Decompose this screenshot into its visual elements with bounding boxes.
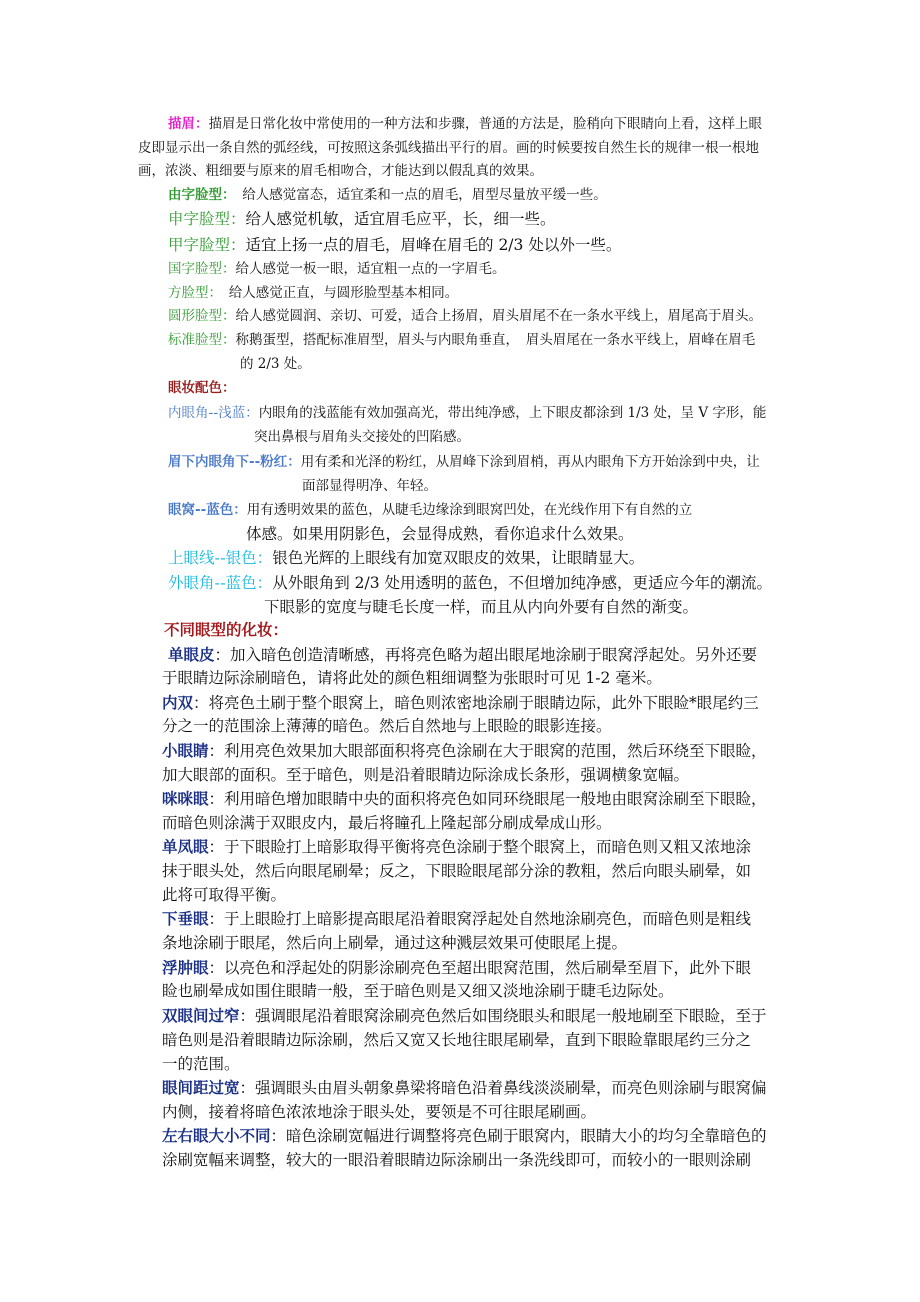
eye-shape-text: ：以亮色和浮起处的阴影涂刷亮色至超出眼窝范围，然后刷晕至眉下，此外下眼 — [208, 959, 752, 977]
eye-color-label: 眼窝--蓝色： — [168, 502, 247, 518]
face-type-text: 给人感觉圆润、亲切、可爱，适合上扬眉，眉头眉尾不在一条水平线上，眉尾高于眉头。 — [235, 308, 762, 324]
eye-color-item — [168, 572, 772, 594]
eye-color-label: 眉下内眼角下--粉红： — [168, 454, 301, 470]
eye-color-item — [168, 547, 644, 569]
eye-color-text: 从外眼角到 2/3 处用透明的蓝色，不但增加纯净感，更适应今年的潮流。 — [272, 574, 772, 592]
face-type-text: 给人感觉一板一眼，适宜粗一点的一字眉毛。 — [235, 261, 506, 277]
eye-shape-line: 内侧，接着将暗色浓浓地涂于眼头处，要领是不可往眼尾刷画。 — [162, 1103, 597, 1121]
eye-shape-item — [162, 1125, 767, 1147]
eye-shape-line: 此将可取得平衡。 — [162, 886, 287, 904]
miaomei-line-3: 画，浓淡、粗细要与原来的眉毛相吻合，才能达到以假乱真的效果。 — [138, 163, 543, 179]
eye-color-continuation: 突出鼻根与眉角头交接处的凹陷感。 — [254, 429, 470, 445]
eye-shape-item — [162, 692, 759, 714]
face-type-text: 给人感觉机敏，适宜眉毛应平，长，细一些。 — [245, 210, 556, 228]
face-type-label: 国字脸型： — [168, 261, 236, 277]
eye-shape-line: 睑也刷晕成如围住眼睛一般，至于暗色则是又细又淡地涂刷于睫毛边际处。 — [162, 982, 674, 1000]
eye-color-item — [168, 500, 692, 520]
eye-color-label: 内眼角--浅蓝： — [168, 405, 259, 421]
eye-color-text: 用有透明效果的蓝色，从睫毛边缘涂到眼窝凹处，在光线作用下有自然的立 — [246, 502, 693, 518]
eye-color-label: 外眼角--蓝色： — [168, 574, 273, 592]
eye-shape-label: 左右眼大小不同 — [162, 1127, 271, 1145]
eye-color-label: 上眼线--银色： — [168, 549, 273, 567]
miaomei-text-1: 描眉是日常化妆中常使用的一种方法和步骤，普通的方法是，脸稍向下眼睛向上看，这样上眼 — [208, 116, 762, 132]
eye-shape-label: 小眼睛 — [162, 742, 209, 760]
face-type-label: 甲字脸型： — [168, 236, 246, 254]
face-type-continuation: 的 2/3 处。 — [240, 356, 311, 372]
eye-color-text: 用有柔和光泽的粉红，从眉峰下涂到眉梢，再从内眼角下方开始涂到中央，让 — [300, 454, 760, 470]
eye-shape-item — [162, 908, 751, 930]
eye-shape-item — [162, 836, 751, 858]
eye-shape-label: 浮肿眼 — [162, 959, 209, 977]
eye-shape-text: ：于上眼睑打上暗影提高眼尾沿着眼窝浮起处自然地涂刷亮色，而暗色则是粗线 — [208, 910, 752, 928]
eye-shape-line: 加大眼部的面积。至于暗色，则是沿着眼睛边际涂成长条形，强调横象宽幅。 — [162, 766, 690, 784]
face-type-label: 方脸型： — [168, 285, 216, 301]
eye-color-text: 内眼角的浅蓝能有效加强高光，带出纯净感，上下眼皮都涂到 1/3 处，呈 V 字形，能 — [258, 405, 767, 421]
eye-color-item — [168, 452, 760, 472]
eye-shape-text: ：利用暗色增加眼睛中央的面积将亮色如同环绕眼尾一般地由眼窝涂刷至下眼睑， — [208, 790, 767, 808]
eye-shape-text: ：于下眼睑打上暗影取得平衡将亮色涂刷于整个眼窝上，而暗色则又粗又浓地涂 — [208, 838, 752, 856]
eye-shape-text: ：暗色涂刷宽幅进行调整将亮色刷于眼窝内，眼睛大小的均匀全靠暗色的 — [270, 1127, 767, 1145]
eye-shape-item — [162, 740, 767, 762]
face-type-row — [168, 185, 607, 205]
eye-shape-label: 眼间距过宽 — [162, 1079, 240, 1097]
eye-shape-text: ：将亮色土刷于整个眼窝上，暗色则浓密地涂刷于眼睛边际，此外下眼睑*眼尾约三 — [193, 694, 759, 712]
face-type-row — [168, 208, 556, 230]
face-type-label: 标准脸型： — [168, 332, 236, 348]
eye-shape-line: 分之一的范围涂上薄薄的暗色。然后自然地与上眼睑的眼影连接。 — [162, 717, 612, 735]
eye-shapes-heading: 不同眼型的化妆： — [164, 621, 289, 639]
eye-color-text: 银色光辉的上眼线有加宽双眼皮的效果，让眼睛显大。 — [272, 549, 645, 567]
eye-shape-label: 单眼皮 — [168, 646, 215, 664]
miaomei-label: 描眉： — [168, 116, 209, 132]
eye-shape-line: 一的范围。 — [162, 1055, 240, 1073]
eye-shape-label: 双眼间过窄 — [162, 1007, 240, 1025]
eye-shape-label: 内双 — [162, 694, 194, 712]
eye-shape-line: 涂刷宽幅来调整，较大的一眼沿着眼睛边际涂刷出一条洗线即可，而较小的一眼则涂刷 — [162, 1151, 752, 1169]
eye-shape-label: 单凤眼 — [162, 838, 209, 856]
eye-shape-line: 于眼睛边际涂刷暗色，请将此处的颜色粗细调整为张眼时可见 1-2 毫米。 — [162, 669, 662, 687]
face-type-label: 圆形脸型： — [168, 308, 236, 324]
eye-shape-text: ：利用亮色效果加大眼部面积将亮色涂刷在大于眼窝的范围，然后环绕至下眼睑， — [208, 742, 767, 760]
eye-shape-text: ：强调眼头由眉头朝象鼻梁将暗色沿着鼻线淡淡刷晕，而亮色则涂刷与眼窝偏 — [239, 1079, 767, 1097]
face-type-row — [168, 259, 506, 279]
eye-shape-item — [162, 1077, 767, 1099]
eye-shape-text: ：强调眼尾沿着眼窝涂刷亮色然后如围绕眼头和眼尾一般地刷至下眼睑，至于 — [239, 1007, 767, 1025]
eye-color-continuation: 面部显得明净、年轻。 — [302, 478, 437, 494]
face-type-row — [168, 283, 458, 303]
eye-shape-item — [162, 1005, 767, 1027]
eye-shape-text: ：加入暗色创造清晰感，再将亮色略为超出眼尾地涂刷于眼窝浮起处。另外还要 — [214, 646, 758, 664]
face-type-row — [168, 234, 621, 256]
eye-color-heading: 眼妆配色： — [168, 380, 236, 396]
face-type-text: 适宜上扬一点的眉毛，眉峰在眉毛的 2/3 处以外一些。 — [245, 236, 622, 254]
eye-shape-line: 而暗色则涂满于双眼皮内，最后将瞳孔上隆起部分刷成晕成山形。 — [162, 814, 612, 832]
face-type-label: 由字脸型： — [168, 187, 229, 203]
miaomei-line-2: 皮即显示出一条自然的弧经线，可按照这条弧线描出平行的眉。画的时候要按自然生长的规律一根一根地 — [138, 140, 759, 156]
eye-color-continuation: 下眼影的宽度与睫毛长度一样，而且从内向外要有自然的渐变。 — [264, 598, 699, 616]
face-type-text: 给人感觉富态，适宜柔和一点的眉毛，眉型尽量放平缓一些。 — [228, 187, 607, 203]
eye-shape-item — [162, 788, 767, 810]
eye-shape-label: 咪咪眼 — [162, 790, 209, 808]
face-type-text: 称鹅蛋型，搭配标准眉型，眉头与内眼角垂直， 眉头眉尾在一条水平线上，眉峰在眉毛 — [235, 332, 756, 348]
eye-shape-item — [168, 644, 757, 666]
eye-shape-line: 抹于眼头处，然后向眼尾刷晕；反之，下眼睑眼尾部分涂的教粗，然后向眼头刷晕，如 — [162, 862, 752, 880]
eye-color-item — [168, 403, 766, 423]
face-type-row — [168, 330, 755, 350]
face-type-row — [168, 306, 762, 326]
eye-color-continuation: 体感。如果用阴影色，会显得成熟，看你追求什么效果。 — [246, 525, 634, 543]
face-type-text: 给人感觉正直，与圆形脸型基本相同。 — [215, 285, 459, 301]
miaomei-line-1 — [168, 114, 762, 134]
eye-shape-line: 条地涂刷于眼尾，然后向上刷晕，通过这种溅层效果可使眼尾上提。 — [162, 934, 628, 952]
eye-shape-label: 下垂眼 — [162, 910, 209, 928]
eye-shape-line: 暗色则是沿着眼睛边际涂刷，然后又宽又长地往眼尾刷晕，直到下眼睑靠眼尾约三分之 — [162, 1031, 752, 1049]
eye-shape-item — [162, 957, 751, 979]
face-type-label: 申字脸型： — [168, 210, 246, 228]
